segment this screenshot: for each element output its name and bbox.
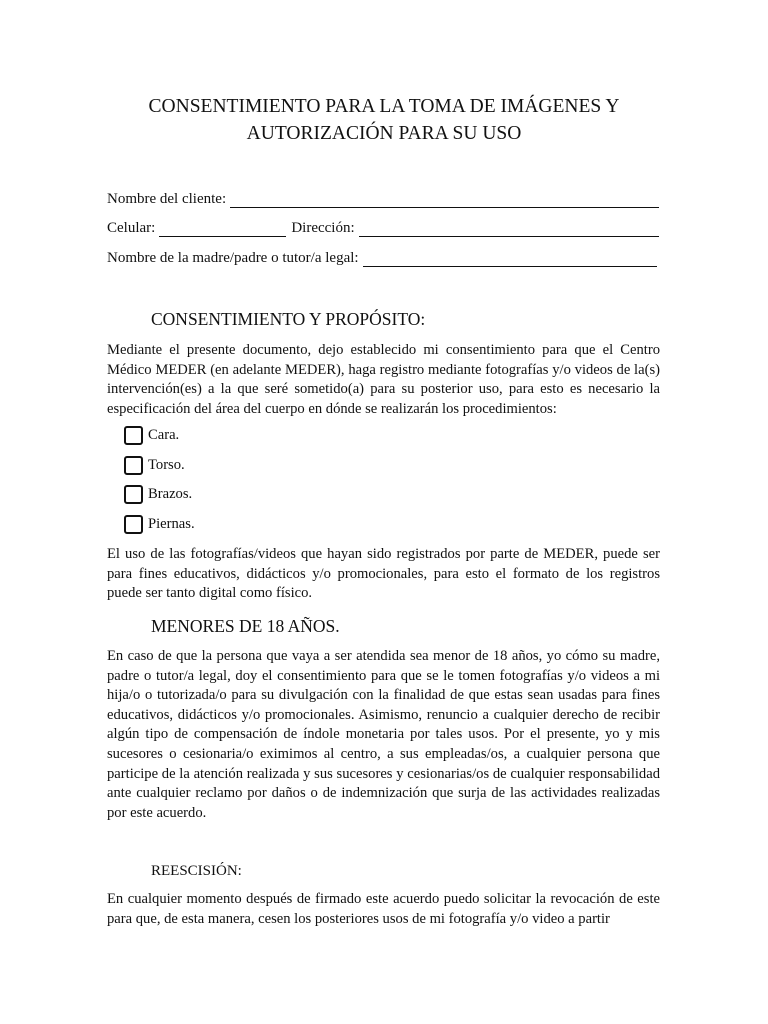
checkbox-brazos[interactable] — [124, 485, 192, 504]
document-title — [100, 93, 668, 147]
section-minors-heading: MENORES DE 18 AÑOS. — [151, 616, 340, 636]
consent-paragraph: Mediante el presente documento, dejo establecido mi consentimiento para que el Centro Médico MEDER (en adelante MEDER), haga registro mediante fotografías y/o videos de la(s) intervención(es) a la que seré sometido(a) para su posterior uso, para esto es necesario la especificación del área del cuerpo en dónde se realizarán los procedimientos: — [107, 342, 660, 417]
client-name-field[interactable] — [107, 190, 659, 208]
client-name-blank[interactable] — [230, 195, 659, 208]
checkbox-label: Cara. — [148, 427, 180, 443]
checkbox-icon[interactable] — [124, 456, 143, 475]
usage-paragraph: El uso de las fotografías/videos que hayan sido registrados por parte de MEDER, puede ser para fines educativos, didácticos y/o promocionales, para esto el formato de los registros puede ser tanto digital como físico. — [107, 546, 660, 602]
checkbox-cara[interactable] — [124, 426, 179, 445]
guardian-label: Nombre de la madre/padre o tutor/a legal: — [107, 250, 359, 266]
title-line-1: CONSENTIMIENTO PARA LA TOMA DE IMÁGENES Y — [148, 96, 620, 117]
address-label: Dirección: — [291, 220, 355, 236]
section-consent-heading: CONSENTIMIENTO Y PROPÓSITO: — [151, 309, 426, 329]
address-blank[interactable] — [359, 224, 659, 237]
checkbox-label: Torso. — [148, 457, 185, 473]
guardian-blank[interactable] — [363, 254, 657, 267]
phone-blank[interactable] — [159, 224, 286, 237]
checkbox-icon[interactable] — [124, 485, 143, 504]
phone-address-row — [107, 219, 659, 237]
rescission-paragraph: En cualquier momento después de firmado este acuerdo puedo solicitar la revocación de este para que, de esta manera, cesen los posteriores usos de mi fotografía y/o video a partir — [107, 891, 660, 927]
minors-paragraph: En caso de que la persona que vaya a ser atendida sea menor de 18 años, yo cómo su madre, padre o tutor/a legal, doy el consentimiento para que se le tomen fotografías y/o videos a mi hija/o o tutorizada/o para su divulgación con la finalidad de que estas sean usadas para fines educativos, didácticos y/o promocionales. Asimismo, renuncio a cualquier derecho de recibir algún tipo de compensación de índole monetaria por tales usos. Por el presente, yo y mis sucesores o cesionaria/o eximimos al centro, a sus empleadas/os, a cualquier persona que participe de la atención realizada y sus sucesores y cesionarias/os de cualquier responsabilidad ante cualquier reclamo por daños o de indemnización que surja de las actividades realizadas por este acuerdo. — [107, 648, 660, 821]
phone-label: Celular: — [107, 220, 156, 236]
checkbox-torso[interactable] — [124, 456, 185, 475]
section-rescission-heading: REESCISIÓN: — [151, 863, 242, 879]
checkbox-label: Piernas. — [148, 516, 195, 532]
guardian-name-field[interactable] — [107, 249, 657, 267]
checkbox-icon[interactable] — [124, 426, 143, 445]
checkbox-piernas[interactable] — [124, 515, 195, 534]
checkbox-icon[interactable] — [124, 515, 143, 534]
title-line-2: AUTORIZACIÓN PARA SU USO — [246, 123, 522, 144]
checkbox-label: Brazos. — [148, 486, 193, 502]
client-name-label: Nombre del cliente: — [107, 191, 227, 207]
